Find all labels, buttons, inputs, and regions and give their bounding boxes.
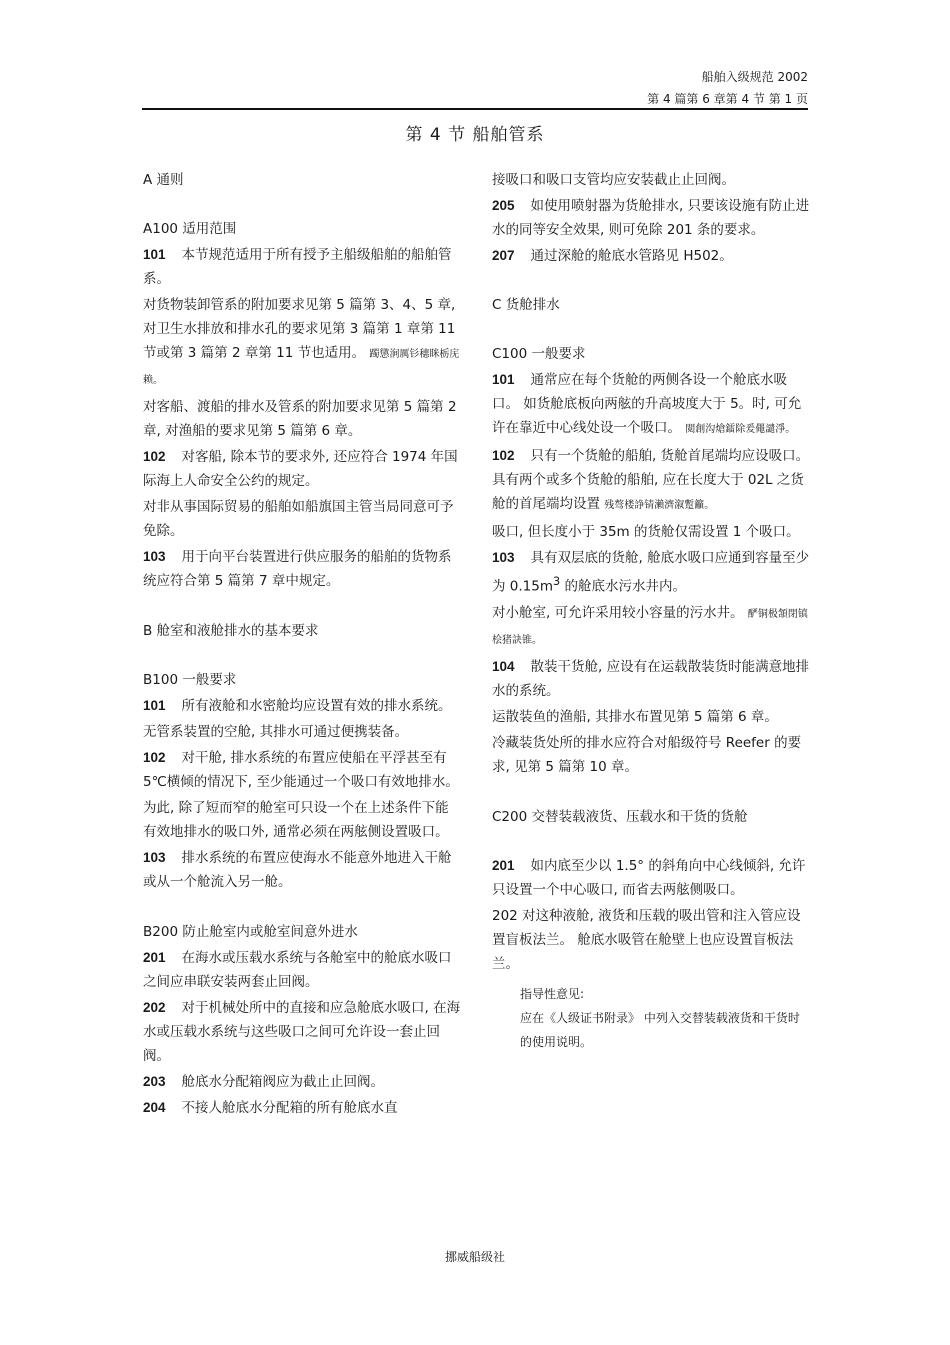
clause-text: 舱底水分配箱阀应为截止止回阀。 — [181, 1074, 385, 1090]
garbled-text: 閲創沟熗鐳除爰僶譴淨。 — [685, 424, 796, 435]
garbled-text: 躅懲涧厲钐穗眯栃庑赖。 — [143, 349, 460, 386]
clause-b200-203 — [143, 1070, 461, 1094]
subsection-a100-heading: A100 适用范围 — [143, 221, 237, 237]
section-b-heading: B 舱室和液舱排水的基本要求 — [143, 623, 319, 639]
clause-text: 排水系统的布置应使海水不能意外地进入干舱或从一个舱流入另一舱。 — [143, 850, 452, 890]
clause-number: 201 — [492, 857, 515, 873]
paragraph: 吸口, 但长度小于 35m 的货舱仅需设置 1 个吸口。 — [492, 524, 800, 540]
paragraph-text: 对货物装卸管系的附加要求见第 5 篇第 3、4、5 章, 对卫生水排放和排水孔的要求见第 3 篇第 1 章第 11 节或第 3 篇第 2 章第 11 节也适用。 — [143, 297, 456, 361]
clause-207 — [492, 244, 810, 268]
guidance-text: 应在《人级证书附录》 中列入交替装载液货和干货时的使用说明。 — [520, 1010, 800, 1049]
clause-number: 102 — [143, 449, 166, 464]
clause-number: 101 — [492, 372, 515, 387]
clause-205 — [492, 194, 810, 242]
paragraph: 为此, 除了短而窄的舱室可只设一个在上述条件下能有效地排水的吸口外, 通常必须在两舷侧设置吸口。 — [143, 800, 449, 840]
clause-number: 102 — [492, 448, 515, 463]
clause-text: 通过深舱的舱底水管路见 H502。 — [530, 248, 733, 264]
clause-text: 对干舱, 排水系统的布置应使船在平浮甚至有 5℃横倾的情况下, 至少能通过一个吸口有效地排水。 — [143, 750, 459, 790]
clause-text: 通常应在每个货舱的两侧各设一个舱底水吸口。 如货舱底板向两舷的升高坡度大于 5。时, 可允许在靠近中心线处设一个吸口。 — [492, 372, 802, 436]
clause-number: 203 — [143, 1074, 166, 1089]
header-page-reference: 第 4 篇第 6 章第 4 节 第 1 页 — [647, 92, 808, 106]
clause-text: 具有双层底的货舱, 舱底水吸口应通到容量至少为 0.15m — [492, 550, 810, 595]
clause-b100-102 — [143, 746, 461, 794]
clause-text: 所有液舱和水密舱均应设置有效的排水系统。 — [181, 698, 452, 714]
paragraph: 对客船、渡船的排水及管系的附加要求见第 5 篇第 2 章, 对渔船的要求见第 5 篇第 6 章。 — [143, 399, 457, 439]
paragraph: 运散装鱼的渔船, 其排水布置见第 5 篇第 6 章。 — [492, 708, 778, 725]
paragraph: 冷藏装货处所的排水应符合对船级符号 Reefer 的要求, 见第 5 篇第 10 章。 — [492, 734, 802, 775]
clause-b100-101 — [143, 694, 461, 718]
clause-text: 对于机械处所中的直接和应急舱底水吸口, 在海水或压载水系统与这些吸口之间可允许设一套止回阀。 — [143, 1000, 461, 1064]
clause-c200-201 — [492, 854, 810, 902]
clause-number: 103 — [143, 850, 166, 865]
footer-publisher: 挪威船级社 — [444, 1250, 505, 1264]
clause-c100-104 — [492, 655, 810, 703]
paragraph-text: 对小舱室, 可允许采用较小容量的污水井。 — [492, 604, 744, 621]
clause-text: 散装干货舱, 应设有在运载散装货时能满意地排水的系统。 — [492, 658, 810, 699]
section-a-heading: A 通则 — [143, 172, 184, 188]
garbled-text: 酽铜极頷閉镇桧猪訣锥。 — [492, 608, 808, 646]
clause-text: 本节规范适用于所有授予主船级船舶的船舶管系。 — [143, 247, 452, 287]
clause-number: 204 — [143, 1100, 166, 1115]
subsection-b100-heading: B100 一般要求 — [143, 672, 237, 688]
clause-number: 101 — [143, 247, 166, 262]
clause-c100-101 — [492, 368, 810, 442]
clause-number: 103 — [143, 549, 166, 564]
clause-number: 207 — [492, 248, 515, 263]
clause-text: 在海水或压载水系统与各舱室中的舱底水吸口之间应串联安装两套止回阀。 — [143, 950, 452, 990]
guidance-heading: 指导性意见: — [520, 986, 585, 1001]
garbled-text: 残骜楼諍锖瀨濟溆蹔籲。 — [604, 500, 715, 511]
header-rulebook-title: 船舶入级规范 2002 — [701, 70, 808, 84]
subsection-c200-heading: C200 交替装载液货、压载水和干货的货舱 — [492, 808, 748, 825]
header-rule — [142, 108, 808, 110]
guidance-note — [520, 982, 810, 1054]
clause-text: 用于向平台装置进行供应服务的船舶的货物系统应符合第 5 篇第 7 章中规定。 — [143, 549, 452, 589]
paragraph — [143, 293, 461, 393]
clause-number: 101 — [143, 698, 166, 713]
clause-number: 103 — [492, 550, 515, 565]
paragraph: 对非从事国际贸易的船舶如船旗国主管当局同意可予免除。 — [143, 499, 454, 539]
clause-text: 只有一个货舱的船舶, 货舱首尾端均应设吸口。具有两个或多个货舱的船舶, 应在长度大于 02L 之货舱的首尾端均设置 — [492, 448, 810, 512]
section-title: 第 4 节 船舶管系 — [405, 125, 545, 145]
clause-c100-102 — [492, 444, 810, 518]
clause-text: 对客船, 除本节的要求外, 还应符合 1974 年国际海上人命安全公约的规定。 — [143, 449, 458, 489]
clause-number: 205 — [492, 198, 515, 213]
clause-a100-103 — [143, 545, 461, 593]
paragraph-continuation: 接吸口和吸口支管均应安装截止止回阀。 — [492, 172, 735, 188]
right-column — [492, 168, 810, 1054]
clause-number: 202 — [143, 1000, 166, 1015]
clause-text-end: 的舱底水污水井内。 — [560, 578, 686, 595]
clause-c100-103 — [492, 546, 810, 599]
clause-b200-204 — [143, 1096, 461, 1120]
clause-a100-101 — [143, 243, 461, 291]
paragraph — [492, 601, 810, 653]
paragraph: 无管系装置的空舱, 其排水可通过便携装备。 — [143, 724, 409, 740]
superscript: 3 — [553, 575, 561, 588]
clause-text: 如使用喷射器为货舱排水, 只要该设施有防止进水的同等安全效果, 则可免除 201 条的要求。 — [492, 198, 810, 238]
clause-b100-103 — [143, 846, 461, 894]
clause-number: 201 — [143, 950, 166, 965]
clause-number: 102 — [143, 750, 166, 765]
clause-text: 不接人舱底水分配箱的所有舱底水直 — [181, 1100, 398, 1116]
clause-text: 如内底至少以 1.5° 的斜角向中心线倾斜, 允许只设置一个中心吸口, 而省去两舷侧吸口。 — [492, 857, 806, 898]
clause-a100-102 — [143, 445, 461, 493]
clause-b200-202 — [143, 996, 461, 1068]
subsection-c100-heading: C100 一般要求 — [492, 346, 586, 362]
section-c-heading: C 货舱排水 — [492, 297, 560, 313]
clause-number: 104 — [492, 658, 515, 674]
left-column — [143, 168, 461, 1122]
subsection-b200-heading: B200 防止舱室内或舱室间意外进水 — [143, 924, 358, 940]
clause-c200-202: 202 对这种液舱, 液货和压载的吸出管和注入管应设置盲板法兰。 舱底水吸管在舱壁上也应设置盲板法兰。 — [492, 907, 801, 972]
clause-b200-201 — [143, 946, 461, 994]
